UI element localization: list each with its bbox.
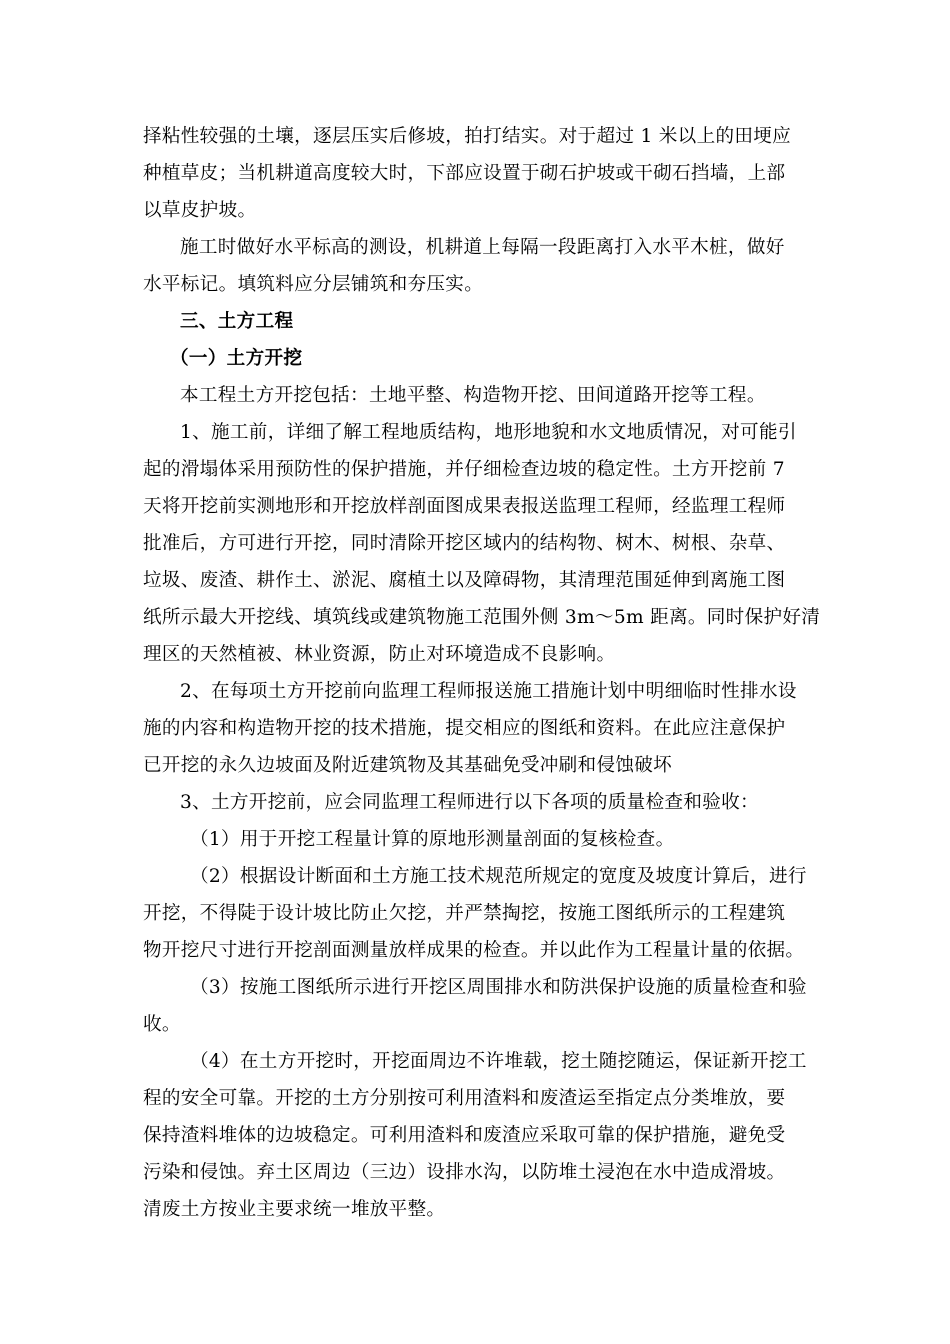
text-line: 已开挖的永久边坡面及附近建筑物及其基础免受冲刷和侵蚀破坏 — [143, 755, 673, 776]
text-line: 保持渣料堆体的边坡稳定。可利用渣料和废渣应采取可靠的保护措施，避免受 — [143, 1125, 786, 1146]
text-line: 1、施工前，详细了解工程地质结构，地形地貌和水文地质情况，对可能引 — [180, 422, 797, 443]
text-line: 本工程土方开挖包括：土地平整、构造物开挖、田间道路开挖等工程。 — [180, 385, 766, 406]
text-line: （2）根据设计断面和土方施工技术规范所规定的宽度及坡度计算后，进行 — [190, 866, 807, 887]
text-line: 污染和侵蚀。弃土区周边（三边）设排水沟，以防堆土浸泡在水中造成滑坡。 — [143, 1162, 786, 1183]
text-line: 程的安全可靠。开挖的土方分别按可利用渣料和废渣运至指定点分类堆放，要 — [143, 1088, 786, 1109]
text-line: 3、土方开挖前，应会同监理工程师进行以下各项的质量检查和验收： — [180, 792, 759, 813]
text-line: 批准后，方可进行开挖，同时清除开挖区域内的结构物、树木、树根、杂草、 — [143, 533, 786, 554]
text-line: 理区的天然植被、林业资源，防止对环境造成不良影响。 — [143, 644, 616, 665]
section-heading: 三、土方工程 — [180, 311, 294, 332]
text-line: 施的内容和构造物开挖的技术措施，提交相应的图纸和资料。在此应注意保护 — [143, 718, 786, 739]
text-line: 垃圾、废渣、耕作土、淤泥、腐植土以及障碍物，其清理范围延伸到离施工图 — [143, 570, 786, 591]
text-line: 以草皮护坡。 — [143, 200, 257, 221]
text-line: 起的滑塌体采用预防性的保护措施，并仔细检查边坡的稳定性。土方开挖前 7 — [143, 459, 785, 480]
text-line: 择粘性较强的土壤，逐层压实后修坡，拍打结实。对于超过 1 米以上的田埂应 — [143, 126, 792, 147]
text-line: 清废土方按业主要求统一堆放平整。 — [143, 1199, 446, 1220]
text-line: 种植草皮；当机耕道高度较大时，下部应设置于砌石护坡或干砌石挡墙，上部 — [143, 163, 786, 184]
text-line: 物开挖尺寸进行开挖剖面测量放样成果的检查。并以此作为工程量计量的依据。 — [143, 940, 805, 961]
text-line: 纸所示最大开挖线、填筑线或建筑物施工范围外侧 3m～5m 距离。同时保护好清 — [143, 607, 821, 628]
text-line: 2、在每项土方开挖前向监理工程师报送施工措施计划中明细临时性排水设 — [180, 681, 797, 702]
text-line: （1）用于开挖工程量计算的原地形测量剖面的复核检查。 — [190, 829, 675, 850]
text-line: 开挖，不得陡于设计坡比防止欠挖，并严禁掏挖，按施工图纸所示的工程建筑 — [143, 903, 786, 924]
text-line: （3）按施工图纸所示进行开挖区周围排水和防洪保护设施的质量检查和验 — [190, 977, 807, 998]
text-line: 水平标记。填筑料应分层铺筑和夯压实。 — [143, 274, 484, 295]
text-line: 施工时做好水平标高的测设，机耕道上每隔一段距离打入水平木桩，做好 — [180, 237, 785, 258]
text-line: 收。 — [143, 1014, 181, 1035]
subsection-heading: （一）土方开挖 — [170, 348, 303, 369]
text-line: （4）在土方开挖时，开挖面周边不许堆载，挖土随挖随运，保证新开挖工 — [190, 1051, 807, 1072]
text-line: 天将开挖前实测地形和开挖放样剖面图成果表报送监理工程师，经监理工程师 — [143, 496, 786, 517]
